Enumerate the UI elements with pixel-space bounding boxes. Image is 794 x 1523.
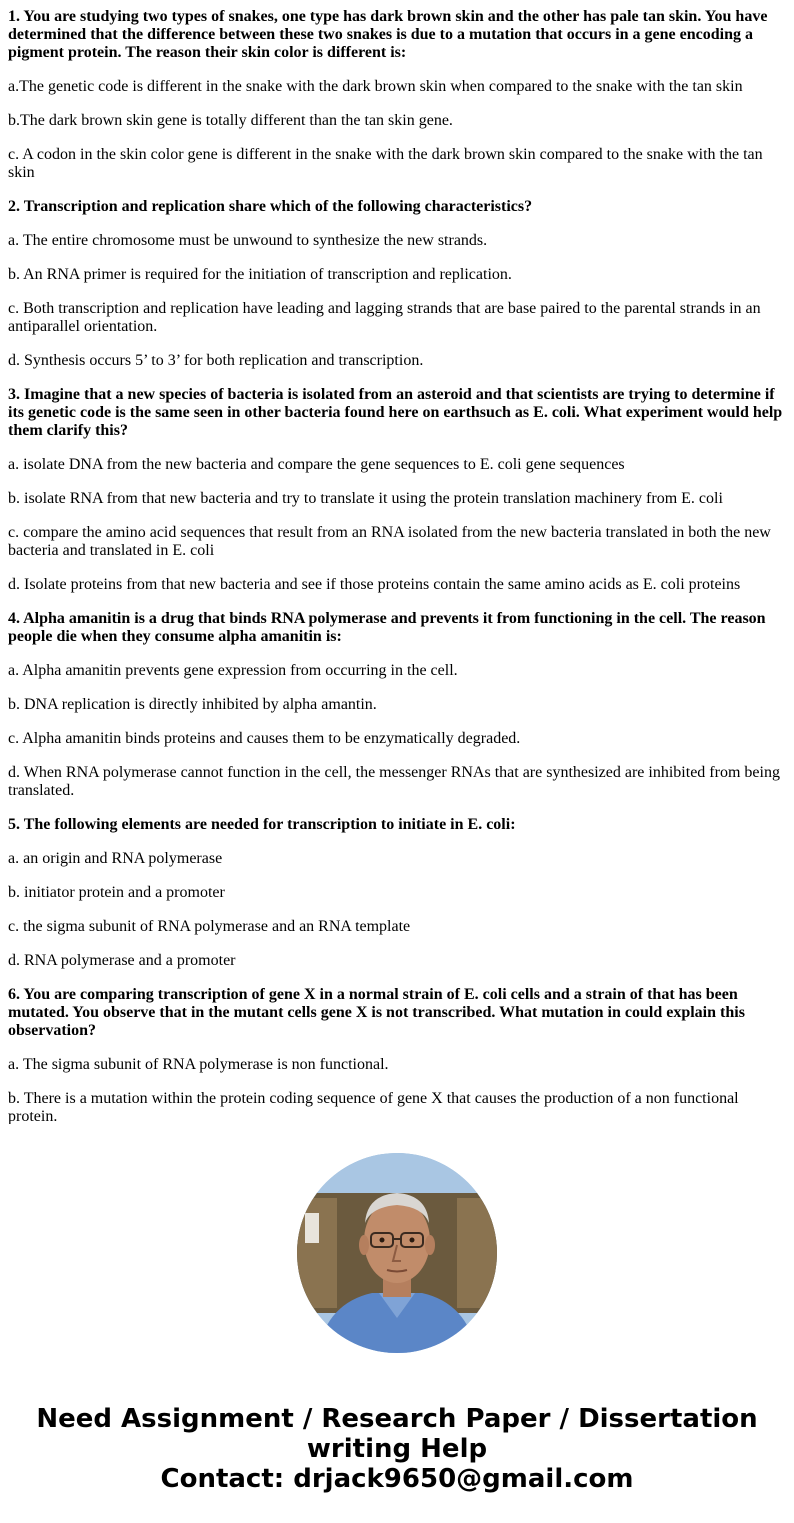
footer-headline: Need Assignment / Research Paper / Dissertation [36, 1404, 758, 1434]
question-6 [8, 986, 786, 1124]
answer-option: b. There is a mutation within the protein coding sequence of gene X that causes the production of a non functional protein. [8, 1090, 739, 1124]
question-text: 6. You are comparing transcription of gene X in a normal strain of E. coli cells and a strain of that has been mutated. You observe that in the mutant cells gene X is not transcribed. What mutation in could explain this observation? [8, 986, 745, 1039]
answer-option: a.The genetic code is different in the snake with the dark brown skin when compared to the snake with the tan skin [8, 78, 743, 95]
answer-option: b. isolate RNA from that new bacteria and try to translate it using the protein translation machinery from E. coli [8, 490, 723, 507]
answer-option: c. Both transcription and replication have leading and lagging strands that are base paired to the parental strands in an antiparallel orientation. [8, 300, 761, 335]
answer-option: a. Alpha amanitin prevents gene expression from occurring in the cell. [8, 662, 458, 679]
answer-option: d. Isolate proteins from that new bacteria and see if those proteins contain the same amino acids as E. coli proteins [8, 576, 741, 593]
question-text: 5. The following elements are needed for transcription to initiate in E. coli: [8, 816, 516, 833]
question-4 [8, 610, 786, 800]
question-1 [8, 8, 786, 182]
question-text: 3. Imagine that a new species of bacteria is isolated from an asteroid and that scientists are trying to determine if its genetic code is the same seen in other bacteria found here on earthsuch as E. coli. What experiment would help them clarify this? [8, 386, 783, 439]
question-list [8, 8, 786, 1124]
answer-option: c. Alpha amanitin binds proteins and causes them to be enzymatically degraded. [8, 730, 521, 747]
portrait-icon [297, 1153, 497, 1353]
answer-option: b. DNA replication is directly inhibited by alpha amantin. [8, 696, 377, 713]
contact-footer [0, 1404, 794, 1494]
question-2 [8, 198, 786, 370]
answer-option: a. The sigma subunit of RNA polymerase is non functional. [8, 1056, 389, 1073]
answer-option: b. initiator protein and a promoter [8, 884, 225, 901]
answer-option: c. the sigma subunit of RNA polymerase and an RNA template [8, 918, 411, 935]
answer-option: a. The entire chromosome must be unwound to synthesize the new strands. [8, 232, 488, 249]
question-text: 2. Transcription and replication share which of the following characteristics? [8, 198, 533, 215]
answer-option: d. When RNA polymerase cannot function in the cell, the messenger RNAs that are synthesized are inhibited from being translated. [8, 764, 780, 799]
answer-option: b.The dark brown skin gene is totally different than the tan skin gene. [8, 112, 453, 129]
question-3 [8, 386, 786, 594]
question-5 [8, 816, 786, 970]
question-text: 1. You are studying two types of snakes, one type has dark brown skin and the other has pale tan skin. You have determined that the difference between these two snakes is due to a mutation that occurs in a gene encoding a pigment protein. The reason their skin color is different is: [8, 8, 768, 61]
question-text: 4. Alpha amanitin is a drug that binds RNA polymerase and prevents it from functioning in the cell. The reason people die when they consume alpha amanitin is: [8, 610, 766, 645]
answer-option: b. An RNA primer is required for the initiation of transcription and replication. [8, 266, 512, 283]
answer-option: c. compare the amino acid sequences that result from an RNA isolated from the new bacteria translated in both the new bacteria and translated in E. coli [8, 524, 771, 559]
answer-option: d. Synthesis occurs 5’ to 3’ for both replication and transcription. [8, 352, 424, 369]
answer-option: d. RNA polymerase and a promoter [8, 952, 236, 969]
footer-subheadline: writing Help [306, 1434, 488, 1464]
answer-option: a. an origin and RNA polymerase [8, 850, 223, 867]
author-photo-avatar [297, 1153, 497, 1353]
answer-option: c. A codon in the skin color gene is different in the snake with the dark brown skin compared to the snake with the tan skin [8, 146, 763, 181]
answer-option: a. isolate DNA from the new bacteria and compare the gene sequences to E. coli gene sequences [8, 456, 625, 473]
footer-contact-email: Contact: drjack9650@gmail.com [160, 1464, 634, 1494]
